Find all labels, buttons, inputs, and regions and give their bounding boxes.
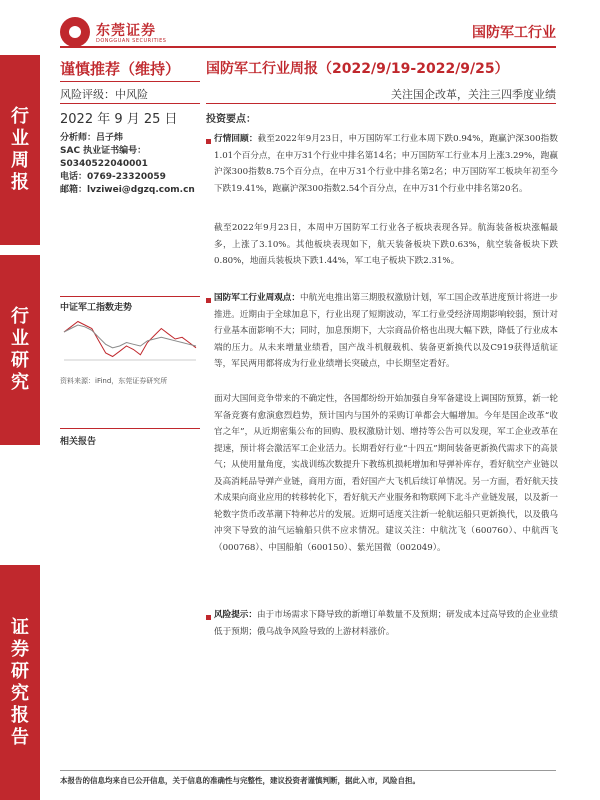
risk-divider: [60, 103, 200, 104]
chart-source: 资料来源：iFind，东莞证券研究所: [60, 377, 168, 385]
chart-divider: [60, 296, 200, 297]
report-title: 国防军工行业周报（2022/9/19-2022/9/25）: [206, 61, 509, 77]
risk-paragraph: [214, 607, 558, 640]
outlook-paragraph: [214, 391, 558, 556]
market-review-text: 截至2022年9月23日，申万国防军工行业本周下跌0.94%，跑赢沪深300指数1.01个百分点，在申万31个行业中排名第14名；申万国防军工行业本月上涨3.29%，跑赢沪深300指数8.75个百分点，在申万31个行业中排名第2名；申万国防军工板块年初至今下跌19.41%，跑赢沪深300指数2.54个百分点，在申万31个行业中排名第20名。: [214, 134, 558, 194]
company-logo: [60, 14, 210, 50]
rating: 谨慎推荐（维持）: [60, 60, 181, 78]
index-trend-chart: [60, 314, 200, 370]
weekly-view-text: 中航光电推出第三期股权激励计划，军工国企改革进度预计将进一步推进。近期由于全球加息下，行业出现了短期波动，军工行业受经济周期影响较弱，预计对行业基本面影响不大；同时，加息预期下，大宗商品价格也出现大幅下跌，降低了行业成本端的压力。从未来增量业绩看，国产战斗机舰载机、装备更新换代以及C919获得适航证等，军民两用都将成为行业业绩增长突破点，中长期坚定看好。: [214, 293, 558, 369]
subsector-text: 截至2022年9月23日，本周申万国防军工行业各子板块表现各异。航海装备板块涨幅最多，上涨了3.10%。其他板块表现如下，航天装备板块下跌0.63%，航空装备板块下跌0.80%，地面兵装板块下跌1.44%，军工电子板块下跌2.31%。: [214, 223, 558, 266]
report-subtitle: 关注国企改革，关注三四季度业绩: [391, 88, 556, 101]
market-review-lead: 行情回顾：: [214, 134, 258, 144]
industry-title: 国防军工行业: [472, 25, 556, 41]
header-divider: [60, 46, 556, 48]
logo-english: DONGGUAN SECURITIES: [96, 38, 167, 44]
chart-title: 中证军工指数走势: [60, 303, 133, 313]
bullet-icon: [206, 298, 211, 303]
weekly-view-lead: 国防军工行业周观点：: [214, 293, 300, 303]
chart-series-line-1: [64, 325, 196, 348]
weekly-view-paragraph: [214, 290, 558, 373]
title-divider: [206, 103, 556, 104]
logo-name: 东莞证券: [96, 23, 156, 39]
analyst-name: 分析师：吕子炜: [60, 133, 124, 143]
footer-disclaimer: 本报告的信息均来自已公开信息，关于信息的准确性与完整性，建议投资者谨慎判断，据此入市，风险自担。: [60, 776, 420, 785]
related-reports-title: 相关报告: [60, 437, 97, 447]
risk-rating: 风险评级：中风险: [60, 88, 148, 101]
sac-label: SAC 执业证书编号：: [60, 146, 147, 156]
outlook-text: 面对大国间竞争带来的不确定性，各国都纷纷开始加强自身军备建设上调国防预算，新一轮军备竞赛有愈演愈烈趋势，预计国内与国外的采购订单都会大幅增加。今年是国企改革“收官之年”，从近期密集公布的回购、股权激励计划、增持等公告可以发现，军工企业改革在提速，预计将会激活军工企业活力。长期看好行业“十四五”期间装备更新换代需求下的高景气；从使用量角度，实战训练次数提升下教练机损耗增加和导弹补库存，看好航空产业链以及高消耗品导弹产业链，商用方面，看好国产大飞机后续订单情况。另一方面，看好航天技术成果向商业应用的转移转化下，看好航天产业服务和物联网下北斗产业链发展，以及新一轮数字货币改革潮下特种芯片的发展。近期可适度关注新一轮航运船只更新换代，以及俄乌冲突下导致的油气运输船只供不应求情况。建议关注：中航沈飞（600760）、中航西飞（000768）、中国船舶（600150）、紫光国微（002049）。: [214, 394, 558, 553]
analyst-info: [60, 132, 195, 197]
market-review-paragraph: [214, 131, 558, 197]
rating-divider: [60, 81, 200, 82]
side-banner-report: 证 券 研 究 报 告: [0, 565, 40, 800]
key-points-heading: 投资要点：: [206, 114, 256, 125]
risk-text: 由于市场需求下降导致的新增订单数量不及预期；研发成本过高导致的企业业绩低于预期；俄乌战争风险导致的上游材料涨价。: [214, 610, 558, 637]
bullet-icon: [206, 615, 211, 620]
side-banner-research: 行 业 研 究: [0, 255, 40, 445]
risk-lead: 风险提示：: [214, 610, 257, 620]
analyst-email[interactable]: 邮箱：lvziwei@dgzq.com.cn: [60, 185, 195, 195]
sac-number: S0340522040001: [60, 159, 148, 169]
logo-mark-icon: [60, 17, 90, 47]
analyst-phone: 电话：0769-23320059: [60, 172, 166, 182]
related-divider: [60, 428, 200, 429]
report-date: 2022 年 9 月 25 日: [60, 112, 178, 127]
subsector-paragraph: [214, 220, 558, 270]
side-banner-weekly: 行 业 周 报: [0, 55, 40, 245]
footer-divider: [60, 770, 556, 771]
bullet-icon: [206, 139, 211, 144]
